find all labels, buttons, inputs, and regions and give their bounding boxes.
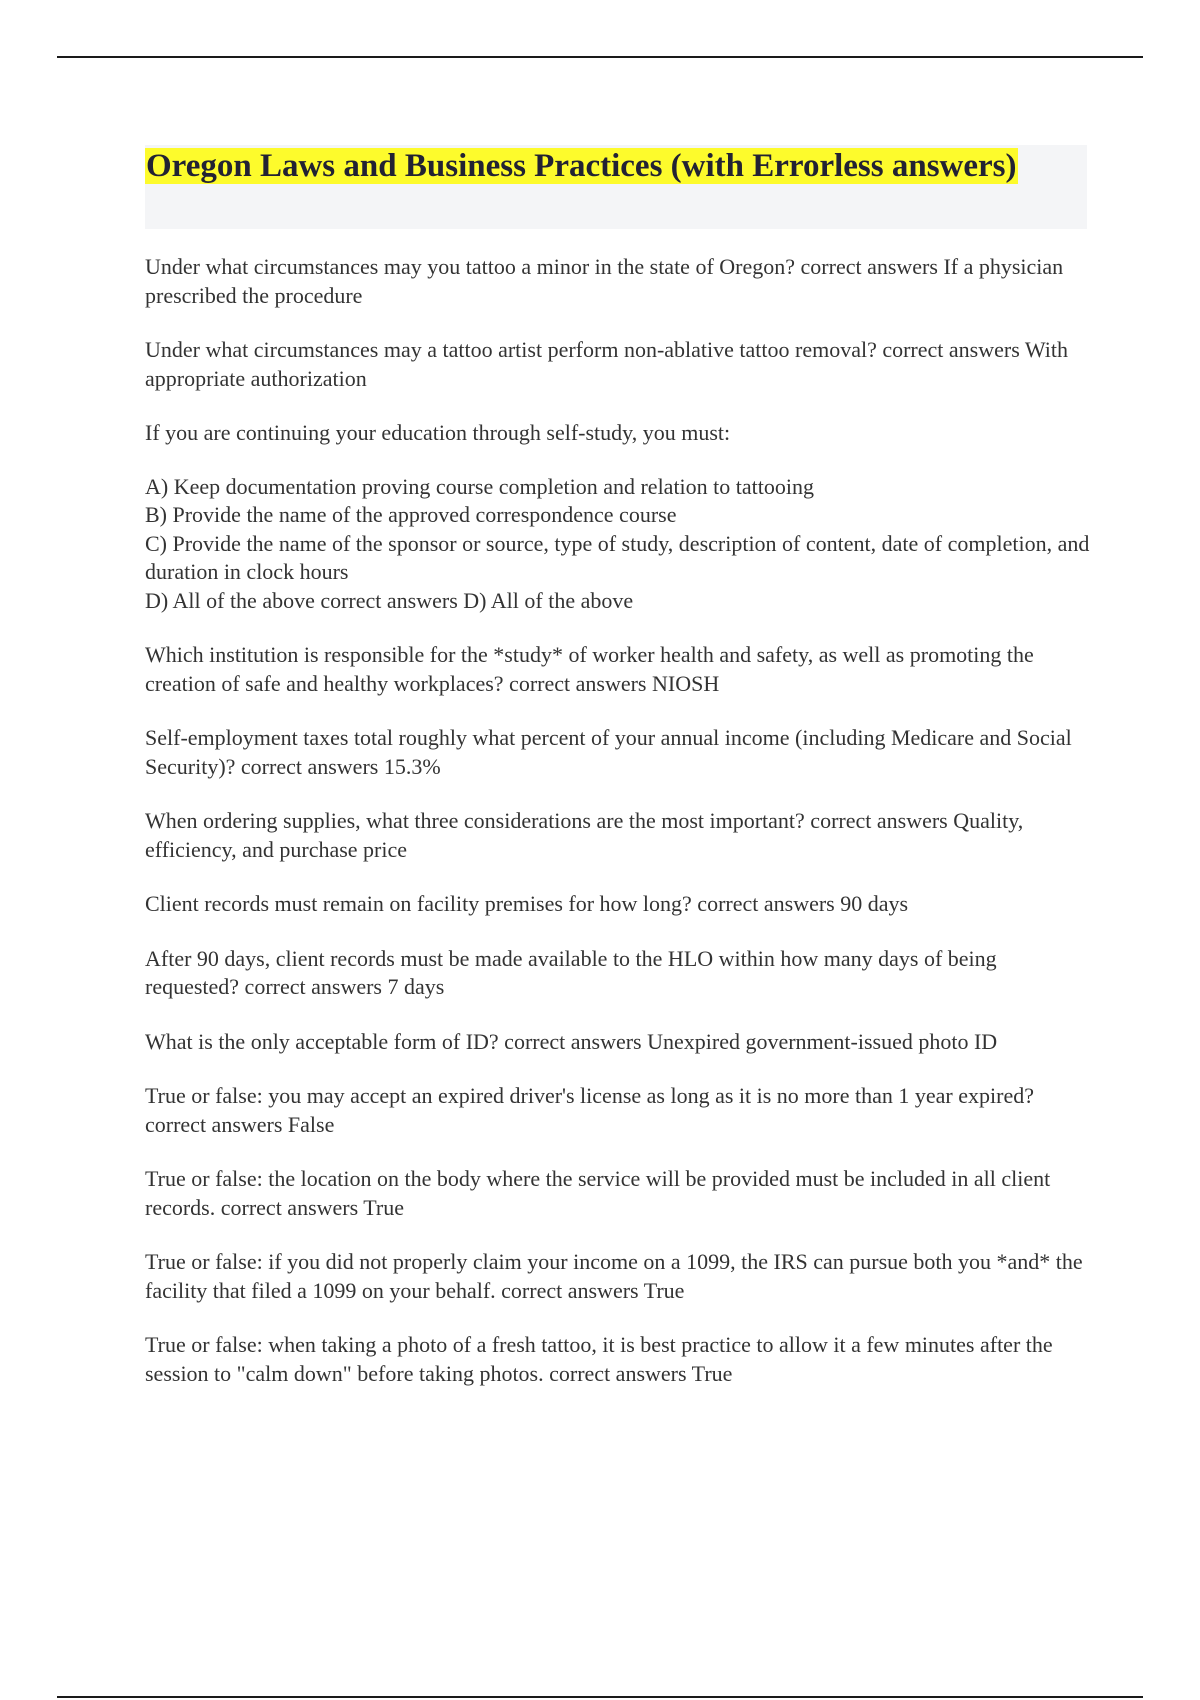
qa-item: Under what circumstances may you tattoo a minor in the state of Oregon? correct answers If a physician prescribed the procedure <box>145 254 1064 308</box>
option-d: D) All of the above correct answers D) All of the above <box>145 587 634 613</box>
option-c: C) Provide the name of the sponsor or source, type of study, description of content, date of completion, and duration in clock hours <box>145 530 1090 584</box>
qa-item: True or false: when taking a photo of a fresh tattoo, it is best practice to allow it a few minutes after the session to "calm down" before taking photos. correct answers True <box>145 1332 1053 1386</box>
option-a: A) Keep documentation proving course completion and relation to tattooing <box>145 473 814 499</box>
qa-item: True or false: you may accept an expired driver's license as long as it is no more than 1 year expired? correct answers False <box>145 1083 1034 1137</box>
qa-item: Under what circumstances may a tattoo artist perform non-ablative tattoo removal? correct answers With appropriate authorization <box>145 337 1068 391</box>
title-block <box>145 145 1087 229</box>
qa-question: If you are continuing your education through self-study, you must: <box>145 420 731 445</box>
qa-item: Self-employment taxes total roughly what percent of your annual income (including Medicare and Social Security)? correct answers 15.3% <box>145 725 1072 779</box>
qa-item: After 90 days, client records must be made available to the HLO within how many days of being requested? correct answers 7 days <box>145 945 997 999</box>
document-title <box>145 145 1087 187</box>
top-rule <box>57 56 1143 58</box>
option-b: B) Provide the name of the approved correspondence course <box>145 502 677 527</box>
qa-item: True or false: if you did not properly claim your income on a 1099, the IRS can pursue both you *and* the facility that filed a 1099 on your behalf. correct answers True <box>145 1249 1083 1303</box>
document-title-text: Oregon Laws and Business Practices (with Errorless answers) <box>146 148 1017 184</box>
answer-options <box>145 473 1090 616</box>
qa-item: Client records must remain on facility premises for how long? correct answers 90 days <box>145 891 909 916</box>
document-body <box>145 253 1090 1414</box>
qa-item: When ordering supplies, what three considerations are the most important? correct answers Quality, efficiency, and purchase price <box>145 808 1024 862</box>
qa-item: Which institution is responsible for the *study* of worker health and safety, as well as promoting the creation of safe and healthy workplaces? correct answers NIOSH <box>145 642 1034 696</box>
qa-item: What is the only acceptable form of ID? correct answers Unexpired government-issued photo ID <box>145 1028 998 1054</box>
qa-item: True or false: the location on the body where the service will be provided must be included in all client records. correct answers True <box>145 1166 1051 1220</box>
bottom-rule <box>57 1696 1143 1698</box>
